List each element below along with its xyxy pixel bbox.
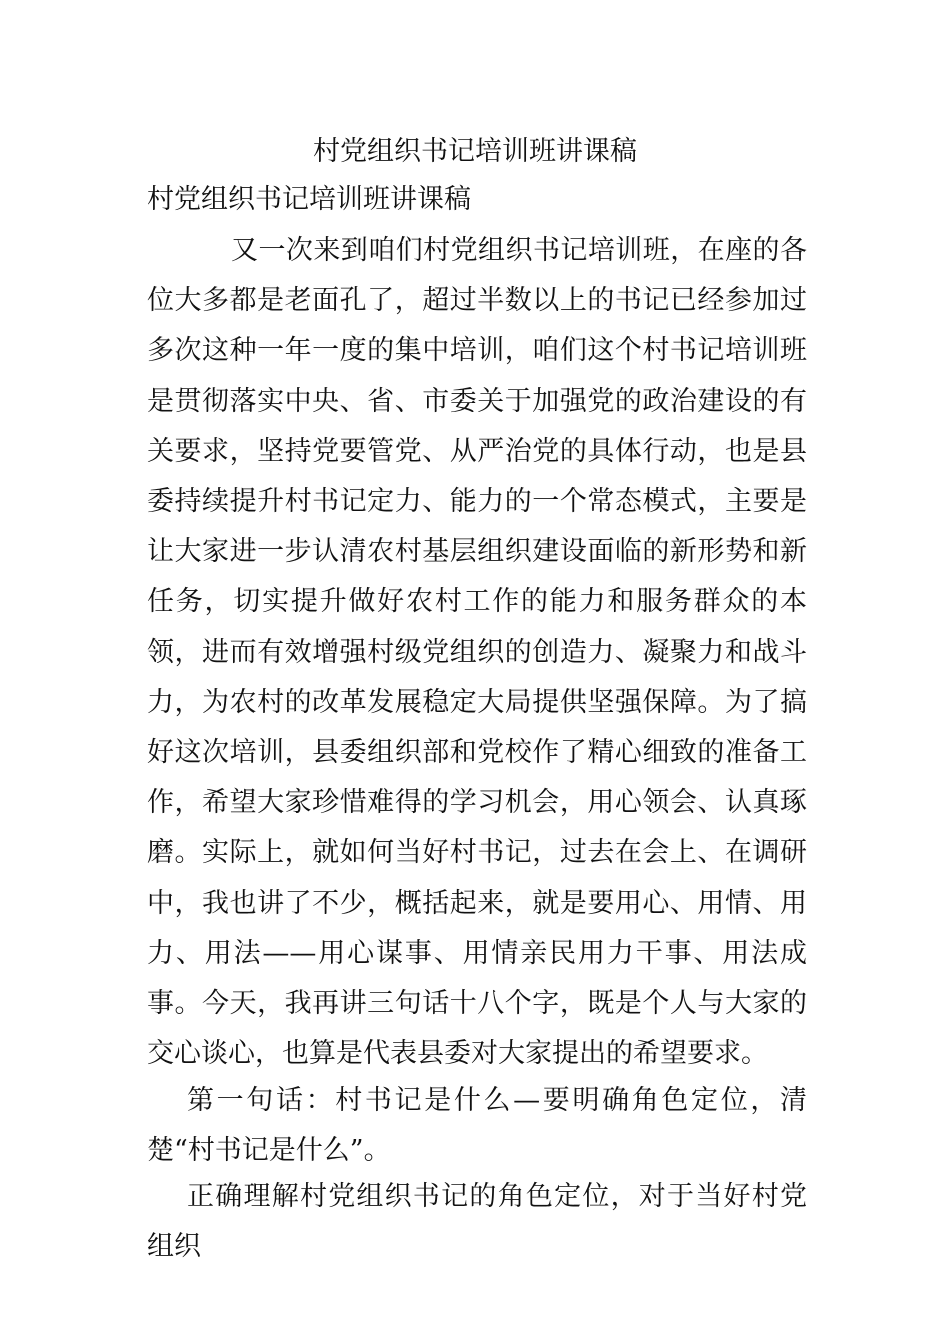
document-title: 村党组织书记培训班讲课稿 [313,136,637,167]
paragraph-first-point: 第一句话：村书记是什么—要明确角色定位，清楚“村书记是什么”。 [147,1085,807,1167]
document-subtitle: 村党组织书记培训班讲课稿 [147,184,471,215]
paragraph-intro: 又一次来到咱们村党组织书记培训班，在座的各位大多都是老面孔了，超过半数以上的书记已经参加过多次这种一年一度的集中培训，咱们这个村书记培训班是贯彻落实中央、省、市委关于加强党的政治建设的有关要求，坚持党要管党、从严治党的具体行动，也是县委持续提升村书记定力、能力的一个常态模式，主要是让大家进一步认清农村基层组织建设面临的新形势和新任务，切实提升做好农村工作的能力和服务群众的本领，进而有效增强村级党组织的创造力、凝聚力和战斗力，为农村的改革发展稳定大局提供坚强保障。为了搞好这次培训，县委组织部和党校作了精心细致的准备工作，希望大家珍惜难得的学习机会，用心领会、认真琢磨。实际上，就如何当好村书记，过去在会上、在调研中，我也讲了不少，概括起来，就是要用心、用情、用力、用法——用心谋事、用情亲民用力干事、用法成事。今天，我再讲三句话十八个字，既是个人与大家的交心谈心，也算是代表县委对大家提出的希望要求。 [147,235,807,1070]
paragraph-role-definition: 正确理解村党组织书记的角色定位，对于当好村党组织 [147,1181,807,1263]
